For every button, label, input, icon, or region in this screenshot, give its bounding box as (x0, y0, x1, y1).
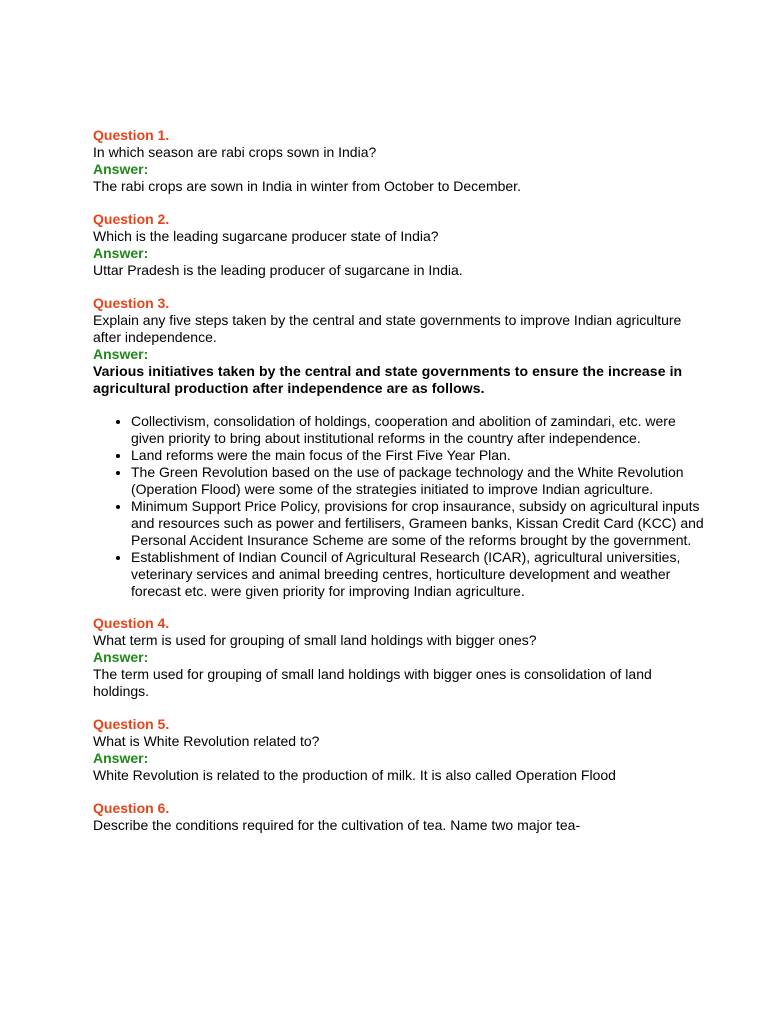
answer-label: Answer: (93, 161, 149, 177)
question-label: Question 1. (93, 127, 170, 143)
question-text: What is White Revolution related to? (93, 733, 320, 749)
qa-block (93, 211, 708, 279)
answer-label: Answer: (93, 346, 149, 362)
bullet-item: • Collectivism, consolidation of holdings, cooperation and abolition of zamindari, etc. were given priority to bring about institutional reforms in the country after independence. (131, 413, 708, 447)
question-label: Question 3. (93, 295, 170, 311)
question-label: Question 6. (93, 800, 170, 816)
qa-block (93, 127, 708, 195)
qa-block (93, 716, 708, 784)
answer-bullet-list (93, 413, 708, 600)
question-label: Question 5. (93, 716, 170, 732)
bullet-item: • Establishment of Indian Council of Agricultural Research (ICAR), agricultural universities, veterinary services and animal breeding centres, horticulture development and weather forecast etc. were given priority for improving Indian agriculture. (131, 549, 708, 600)
answer-intro-text: Various initiatives taken by the central and state governments to ensure the increase in agricultural production after independence are as follows. (93, 363, 683, 396)
answer-label: Answer: (93, 750, 149, 766)
answer-label: Answer: (93, 649, 149, 665)
qa-block (93, 800, 708, 834)
question-text: What term is used for grouping of small land holdings with bigger ones? (93, 632, 537, 648)
answer-label: Answer: (93, 245, 149, 261)
answer-text: The term used for grouping of small land holdings with bigger ones is consolidation of land holdings. (93, 666, 652, 699)
question-text: Describe the conditions required for the cultivation of tea. Name two major tea- (93, 817, 581, 833)
question-text: Which is the leading sugarcane producer state of India? (93, 228, 439, 244)
answer-text: White Revolution is related to the production of milk. It is also called Operation Flood (93, 767, 616, 783)
question-label: Question 2. (93, 211, 170, 227)
answer-text: The rabi crops are sown in India in winter from October to December. (93, 178, 521, 194)
bullet-item: • Land reforms were the main focus of the First Five Year Plan. (131, 447, 708, 464)
question-text: Explain any five steps taken by the central and state governments to improve Indian agriculture after independence. (93, 312, 682, 345)
question-label: Question 4. (93, 615, 170, 631)
answer-text: Uttar Pradesh is the leading producer of sugarcane in India. (93, 262, 463, 278)
bullet-item: • The Green Revolution based on the use of package technology and the White Revolution (Operation Flood) were some of the strategies initiated to improve Indian agriculture. (131, 464, 708, 498)
qa-block (93, 615, 708, 700)
qa-block (93, 295, 708, 600)
question-text: In which season are rabi crops sown in India? (93, 144, 377, 160)
bullet-item: • Minimum Support Price Policy, provisions for crop insaurance, subsidy on agricultural inputs and resources such as power and fertilisers, Grameen banks, Kissan Credit Card (KCC) and Personal Accident Insurance Scheme are some of the reforms brought by the government. (131, 498, 708, 549)
